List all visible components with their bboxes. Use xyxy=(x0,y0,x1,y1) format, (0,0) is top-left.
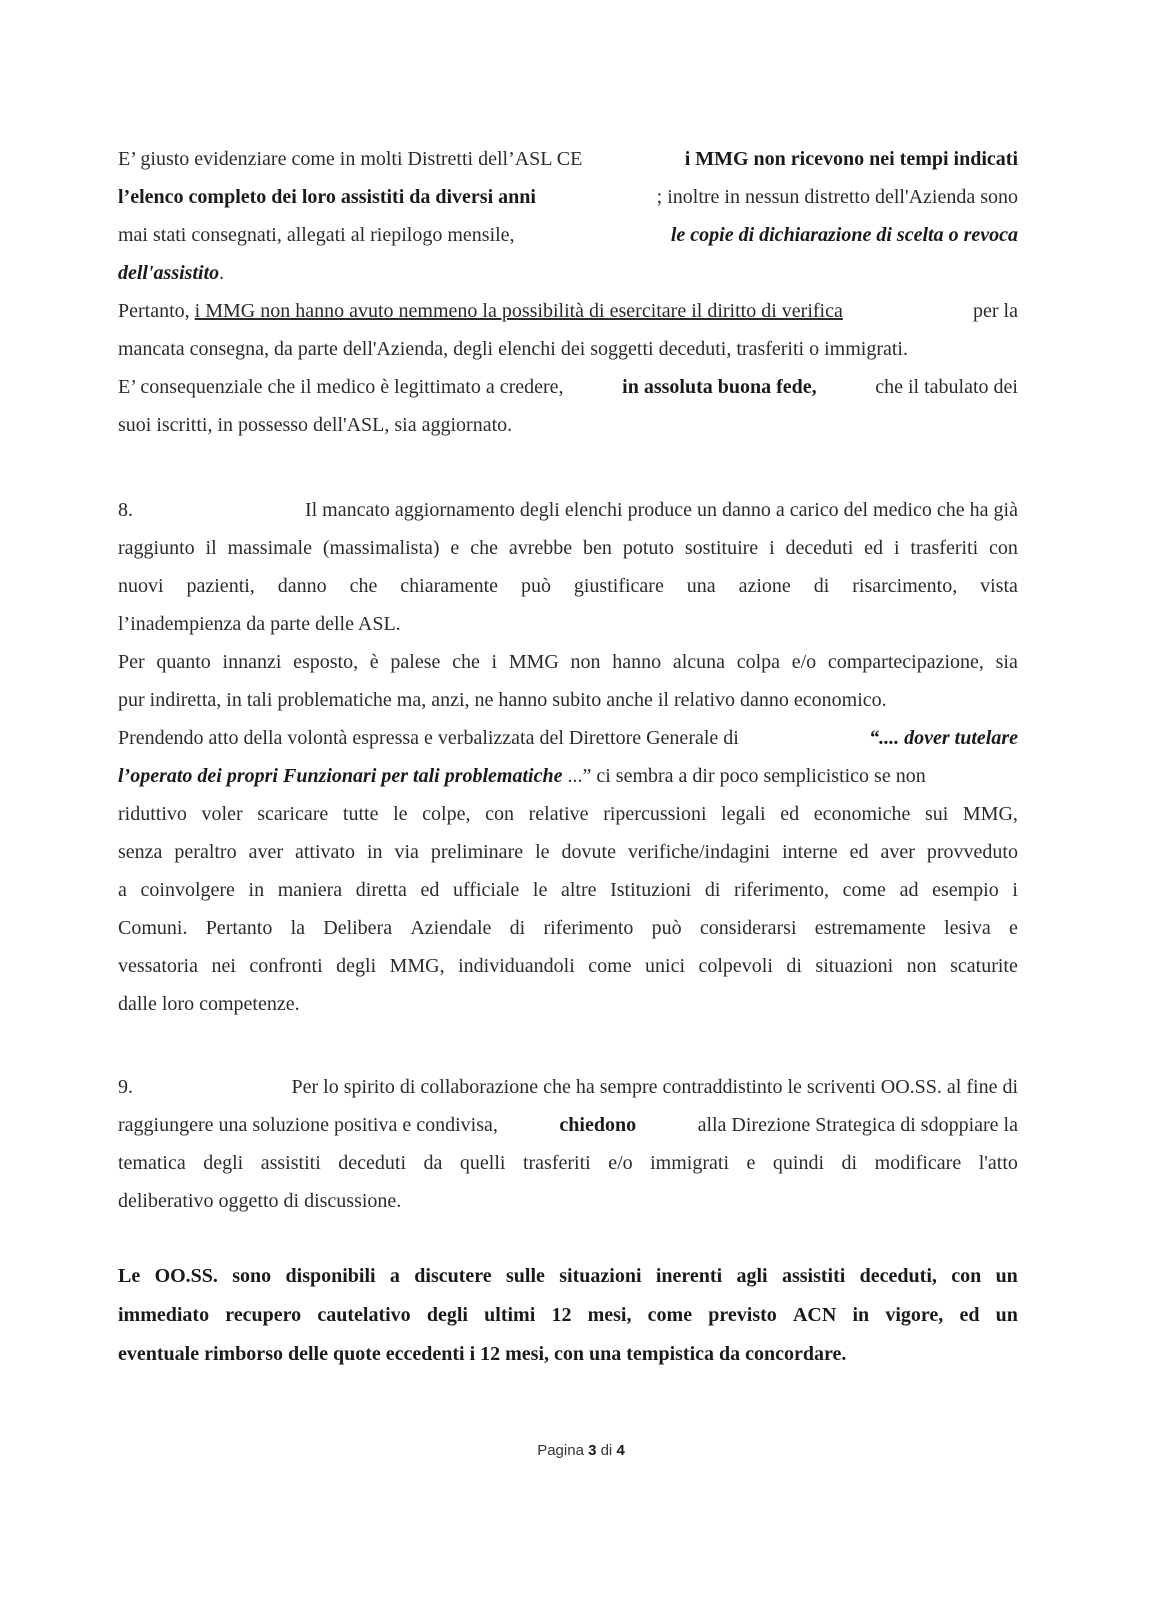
text-line: tematica degli assistiti deceduti da quelli trasferiti e/o immigrati e quindi di modificare l'atto xyxy=(118,1152,1018,1174)
text-line: Pertanto, i MMG non hanno avuto nemmeno la possibilità di esercitare il diritto di verifica per la xyxy=(118,300,1018,322)
text-line: 9. Per lo spirito di collaborazione che ha sempre contraddistinto le scriventi OO.SS. al fine di xyxy=(118,1068,1018,1106)
page-number-footer: Pagina 3 di 4 xyxy=(537,1442,625,1459)
text-line: dalle loro competenze. xyxy=(118,993,300,1015)
text-line: l’inadempienza da parte delle ASL. xyxy=(118,613,401,635)
text-line: immediato recupero cautelativo degli ultimi 12 mesi, come previsto ACN in vigore, ed un xyxy=(118,1304,1018,1326)
text-line: vessatoria nei confronti degli MMG, individuandoli come unici colpevoli di situazioni non scaturite xyxy=(118,955,1018,977)
text-line: Le OO.SS. sono disponibili a discutere sulle situazioni inerenti agli assistiti deceduti, con un xyxy=(118,1265,1018,1287)
text-line: riduttivo voler scaricare tutte le colpe, con relative ripercussioni legali ed economiche sui MMG, xyxy=(118,803,1018,825)
text-line: Prendendo atto della volontà espressa e verbalizzata del Direttore Generale di “.... dover tutelare xyxy=(118,727,1018,749)
text-line: raggiunto il massimale (massimalista) e che avrebbe ben potuto sostituire i deceduti ed i trasferiti con xyxy=(118,537,1018,559)
text-line: E’ giusto evidenziare come in molti Distretti dell’ASL CE i MMG non ricevono nei tempi indicati xyxy=(118,148,1018,170)
text-line: mai stati consegnati, allegati al riepilogo mensile, le copie di dichiarazione di scelta o revoca xyxy=(118,224,1018,246)
text-line: deliberativo oggetto di discussione. xyxy=(118,1190,402,1212)
text-line: E’ consequenziale che il medico è legittimato a credere, in assoluta buona fede, che il tabulato dei xyxy=(118,376,1018,398)
underlined-text: i MMG non hanno avuto nemmeno la possibilità di esercitare il diritto di verifica xyxy=(194,300,843,322)
text-line: nuovi pazienti, danno che chiaramente può giustificare una azione di risarcimento, vista xyxy=(118,575,1018,597)
paragraph-asl xyxy=(118,140,1018,444)
paragraph-number: 8. xyxy=(118,499,133,521)
text-line: l’operato dei propri Funzionari per tali problematiche ...” ci sembra a dir poco semplicistico se non xyxy=(118,765,926,787)
text-line: eventuale rimborso delle quote eccedenti i 12 mesi, con una tempistica da concordare. xyxy=(118,1343,847,1365)
text-line: Per quanto innanzi esposto, è palese che i MMG non hanno alcuna colpa e/o compartecipazione, sia xyxy=(118,651,1018,673)
text-line: senza peraltro aver attivato in via preliminare le dovute verifiche/indagini interne ed aver provveduto xyxy=(118,841,1018,863)
text-line: a coinvolgere in maniera diretta ed ufficiale le altre Istituzioni di riferimento, come ad esempio i xyxy=(118,879,1018,901)
text-line: l’elenco completo dei loro assistiti da diversi anni ; inoltre in nessun distretto dell'Azienda sono xyxy=(118,186,1018,208)
paragraph-9 xyxy=(118,1068,1018,1220)
text-line: suoi iscritti, in possesso dell'ASL, sia aggiornato. xyxy=(118,414,513,436)
text-line: mancata consegna, da parte dell'Azienda, degli elenchi dei soggetti deceduti, trasferiti o immigrati. xyxy=(118,338,908,360)
text-line: Comuni. Pertanto la Delibera Aziendale di riferimento può considerarsi estremamente lesiva e xyxy=(118,917,1018,939)
text-line: 8. Il mancato aggiornamento degli elenchi produce un danno a carico del medico che ha già xyxy=(118,491,1018,529)
text-line: raggiungere una soluzione positiva e condivisa, chiedono alla Direzione Strategica di sdoppiare la xyxy=(118,1114,1018,1136)
paragraph-8 xyxy=(118,491,1018,1023)
paragraph-final xyxy=(118,1257,1018,1374)
paragraph-number: 9. xyxy=(118,1076,133,1098)
text-line: pur indiretta, in tali problematiche ma, anzi, ne hanno subito anche il relativo danno economico. xyxy=(118,689,887,711)
text-line: dell'assistito. xyxy=(118,262,225,284)
